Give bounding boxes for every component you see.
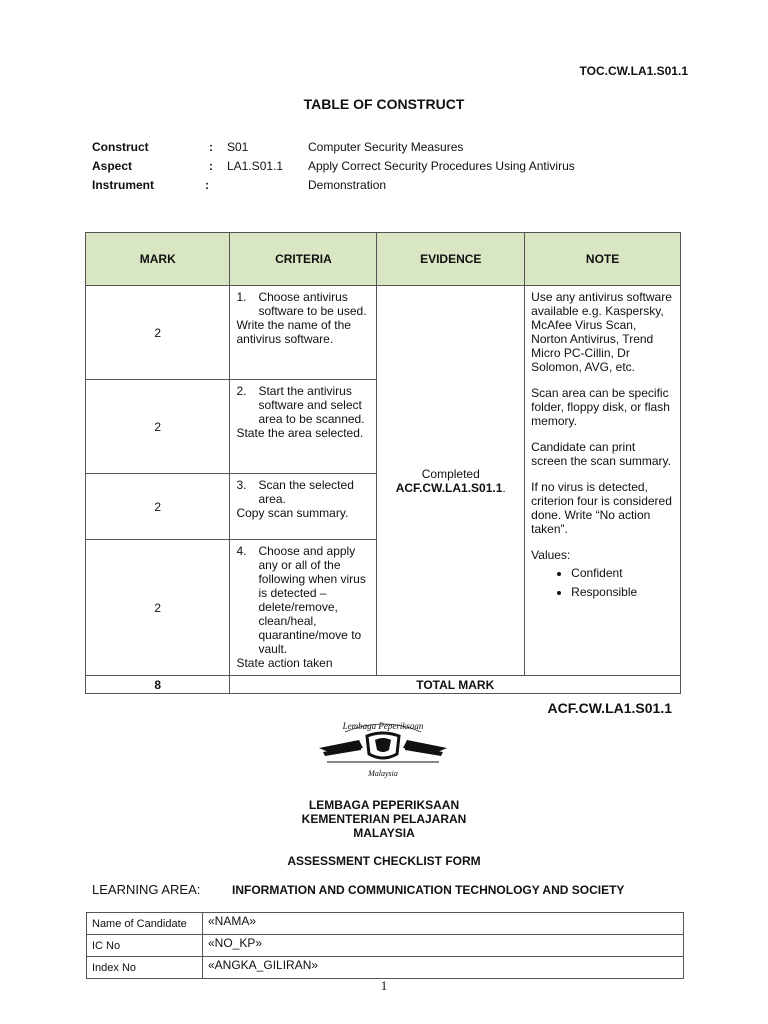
criterion-number: 1. <box>236 290 247 304</box>
criteria-cell <box>230 540 377 676</box>
criteria-cell <box>230 380 377 474</box>
criterion-text: Choose and apply any or all of the following when virus is detected – delete/remove, clean/heal, quarantine/move to vault. <box>258 544 366 656</box>
table-row <box>86 286 681 380</box>
evidence-label: Completed <box>421 466 480 481</box>
meta-desc: Computer Security Measures <box>308 140 464 154</box>
logo-emblem <box>315 718 451 780</box>
meta-code: S01 <box>227 140 249 154</box>
index-no-field[interactable]: «ANGKA_GILIRAN» <box>203 957 684 979</box>
meta-desc: Apply Correct Security Procedures Using Antivirus <box>308 159 575 173</box>
note-cell <box>525 286 681 676</box>
criterion-number: 3. <box>236 478 247 492</box>
learning-area-value: INFORMATION AND COMMUNICATION TECHNOLOGY AND SOCIETY <box>232 883 625 897</box>
org-line: KEMENTERIAN PELAJARAN <box>301 812 467 826</box>
criterion-text: Scan the selected area. <box>258 478 354 506</box>
form-code: ACF.CW.LA1.S01.1 <box>547 700 672 716</box>
evidence-cell <box>377 286 525 676</box>
page-title: TABLE OF CONSTRUCT <box>303 96 465 112</box>
criteria-cell <box>230 474 377 540</box>
total-mark: 8 <box>86 676 230 694</box>
mark-cell: 2 <box>86 380 230 474</box>
mark-cell: 2 <box>86 286 230 380</box>
value-item: • Confident <box>571 566 674 580</box>
header-evidence: EVIDENCE <box>377 233 525 286</box>
criterion-number: 2. <box>236 384 247 398</box>
meta-colon: : <box>209 140 213 154</box>
note-values-label: Values: <box>531 548 571 562</box>
candidate-row <box>87 913 684 935</box>
candidate-label: Name of Candidate <box>87 913 203 935</box>
evidence-punct: . <box>502 480 506 495</box>
criterion-evidence-hint: State the area selected. <box>236 426 364 440</box>
criterion-number: 4. <box>236 544 247 558</box>
organization-name <box>0 798 768 840</box>
construct-table <box>85 232 681 694</box>
meta-label: Instrument <box>92 178 155 192</box>
criterion-text: Start the antivirus software and select area to be scanned. <box>258 384 365 426</box>
meta-desc: Demonstration <box>308 178 387 192</box>
candidate-row <box>87 957 684 979</box>
values-list <box>531 566 674 599</box>
meta-label: Aspect <box>92 159 133 173</box>
note-paragraph: Use any antivirus software available e.g. Kaspersky, McAfee Virus Scan, Norton Antivirus, Trend Micro PC-Cillin, Dr Solomon, AVG, etc. <box>531 290 672 374</box>
criterion-evidence-hint: Copy scan summary. <box>236 506 349 520</box>
document-code: TOC.CW.LA1.S01.1 <box>579 64 688 78</box>
logo-bottom-text: Malaysia <box>368 769 398 778</box>
criterion-evidence-hint: Write the name of the antivirus software. <box>236 318 351 346</box>
note-paragraph: If no virus is detected, criterion four is considered done. Write “No action taken”. <box>531 480 672 536</box>
header-criteria: CRITERIA <box>230 233 377 286</box>
candidate-name-field[interactable]: «NAMA» <box>203 913 684 935</box>
ic-no-field[interactable]: «NO_KP» <box>203 935 684 957</box>
meta-label: Construct <box>92 140 149 154</box>
table-header-row <box>86 233 681 286</box>
criterion <box>236 544 370 656</box>
org-line: MALAYSIA <box>353 826 415 840</box>
meta-colon: : <box>209 159 213 173</box>
form-title: ASSESSMENT CHECKLIST FORM <box>287 854 481 868</box>
total-row <box>86 676 681 694</box>
candidate-table <box>86 912 684 979</box>
mark-cell: 2 <box>86 540 230 676</box>
criterion <box>236 290 370 318</box>
candidate-label: IC No <box>87 935 203 957</box>
criterion <box>236 478 370 506</box>
candidate-label: Index No <box>87 957 203 979</box>
criterion-evidence-hint: State action taken <box>236 656 333 670</box>
criterion-text: Choose antivirus software to be used. <box>258 290 367 318</box>
meta-code: LA1.S01.1 <box>227 159 284 173</box>
note-paragraph: Candidate can print screen the scan summary. <box>531 440 671 468</box>
header-note: NOTE <box>525 233 681 286</box>
learning-area-label: LEARNING AREA: <box>92 882 201 897</box>
criteria-cell <box>230 286 377 380</box>
lembaga-peperiksaan-logo <box>315 718 451 785</box>
value-item: • Responsible <box>571 585 674 599</box>
logo-top-text: Lembaga Peperiksaan <box>342 721 424 731</box>
header-mark: MARK <box>86 233 230 286</box>
candidate-row <box>87 935 684 957</box>
note-paragraph: Scan area can be specific folder, floppy disk, or flash memory. <box>531 386 670 428</box>
mark-cell: 2 <box>86 474 230 540</box>
page-number: 1 <box>380 978 388 993</box>
total-label: TOTAL MARK <box>230 676 681 694</box>
org-line: LEMBAGA PEPERIKSAAN <box>308 798 460 812</box>
evidence-code: ACF.CW.LA1.S01.1 <box>395 480 503 495</box>
evidence-code-line <box>377 481 524 495</box>
criterion <box>236 384 370 426</box>
meta-colon: : <box>205 178 209 192</box>
